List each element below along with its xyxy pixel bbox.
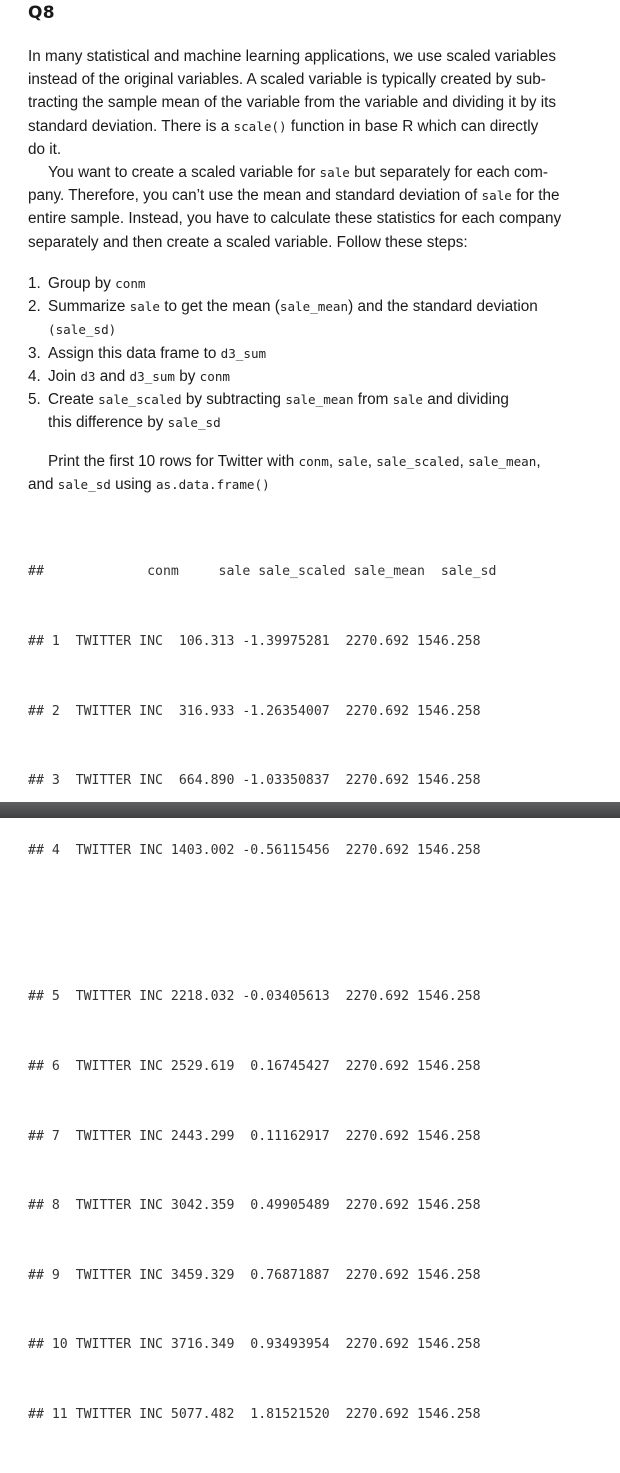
inline-code: sale_scaled <box>98 392 182 408</box>
inline-code: sale <box>337 454 368 469</box>
text: standard deviation. There is a <box>28 117 234 135</box>
intro-line-2: instead of the original variables. A scaled variable is typically created by sub- <box>28 71 546 89</box>
intro-line-3: tracting the sample mean of the variable from the variable and dividing it by its <box>28 94 557 112</box>
inline-code: d3_sum <box>129 368 176 384</box>
inline-code: conm <box>199 368 231 384</box>
inline-code: (sale_sd) <box>48 322 117 338</box>
text: , <box>459 453 469 470</box>
question-heading: Q8 <box>28 3 55 23</box>
output-row: ## 6 TWITTER INC 2529.619 0.16745427 2270.692 1546.258 <box>28 1059 481 1074</box>
text: from <box>353 391 393 409</box>
text: using <box>110 476 156 494</box>
inline-code: sale_mean <box>279 299 349 315</box>
intro-line-1: In many statistical and machine learning applications, we use scaled variables <box>28 48 557 65</box>
text: Print the first 10 rows for Twitter with <box>48 453 299 470</box>
text: , <box>536 453 541 470</box>
list-number: 4. <box>28 367 41 385</box>
code-output-bottom <box>28 939 481 1473</box>
list-number: 3. <box>28 344 41 362</box>
text: by subtracting <box>181 391 286 409</box>
inline-code: sale_scaled <box>376 454 460 469</box>
output-row: ## 5 TWITTER INC 2218.032 -0.03405613 2270.692 1546.258 <box>28 989 481 1005</box>
text: to get the mean ( <box>159 298 280 316</box>
list-item <box>28 388 588 434</box>
text: and <box>95 367 130 385</box>
text: ) and the standard deviation <box>348 298 538 316</box>
inline-code: d3 <box>80 368 96 384</box>
list-number: 5. <box>28 391 41 409</box>
para2-line-2 <box>28 184 588 207</box>
print-instruction <box>28 450 588 496</box>
inline-code: sale_sd <box>57 477 111 493</box>
text: Create <box>48 391 99 409</box>
inline-code: sale_mean <box>468 454 537 469</box>
inline-code: sale <box>392 392 423 408</box>
text: , <box>328 453 338 470</box>
inline-code: sale <box>129 299 160 315</box>
output-row: ## 8 TWITTER INC 3042.359 0.49905489 2270.692 1546.258 <box>28 1198 481 1214</box>
text: You want to create a scaled variable for <box>48 164 320 181</box>
code-output-top <box>28 514 496 908</box>
output-header-row: ## conm sale sale_scaled sale_mean sale_sd <box>28 564 497 580</box>
inline-code: sale_mean <box>285 392 354 408</box>
list-item <box>28 272 588 295</box>
output-row: ## 4 TWITTER INC 1403.002 -0.56115456 2270.692 1546.258 <box>28 842 481 858</box>
output-row: ## 10 TWITTER INC 3716.349 0.93493954 2270.692 1546.258 <box>28 1337 481 1353</box>
inline-code: conm <box>115 276 146 291</box>
steps-list <box>28 272 588 434</box>
text: for the <box>511 187 560 205</box>
inline-code: sale <box>481 188 512 204</box>
print-line-1 <box>28 450 588 473</box>
text: function in base R which can directly <box>286 117 539 135</box>
page-break-bar <box>0 802 620 818</box>
intro-line-5: do it. <box>28 140 62 158</box>
output-row: ## 7 TWITTER INC 2443.299 0.11162917 2270.692 1546.258 <box>28 1128 481 1144</box>
intro-line-4 <box>28 115 588 138</box>
text: , <box>367 453 377 470</box>
list-number: 1. <box>28 275 41 292</box>
output-row: ## 2 TWITTER INC 316.933 -1.26354007 2270.692 1546.258 <box>28 703 481 719</box>
text: by <box>175 367 200 385</box>
text: pany. Therefore, you can’t use the mean and standard deviation of <box>28 187 482 205</box>
para2-line-1 <box>28 161 588 184</box>
inline-code: as.data.frame() <box>155 477 270 493</box>
list-number: 2. <box>28 298 41 316</box>
output-row: ## 9 TWITTER INC 3459.329 0.76871887 2270.692 1546.258 <box>28 1267 481 1283</box>
para2-line-4: separately and then create a scaled variable. Follow these steps: <box>28 233 468 251</box>
intro-paragraph <box>28 45 588 161</box>
inline-code: sale_sd <box>167 415 221 431</box>
output-row: ## 11 TWITTER INC 5077.482 1.81521520 2270.692 1546.258 <box>28 1406 481 1422</box>
text: and <box>28 476 58 494</box>
output-row: ## 1 TWITTER INC 106.313 -1.39975281 2270.692 1546.258 <box>28 634 481 649</box>
inline-code: sale <box>319 165 350 180</box>
text: Assign this data frame to <box>48 344 221 362</box>
inline-code: scale() <box>233 118 287 134</box>
para2-line-3: entire sample. Instead, you have to calculate these statistics for each company <box>28 210 562 228</box>
text: and dividing <box>423 391 509 409</box>
text: Summarize <box>48 298 130 316</box>
text: but separately for each com- <box>349 164 548 181</box>
output-row: ## 3 TWITTER INC 664.890 -1.03350837 2270.692 1546.258 <box>28 773 481 789</box>
text: this difference by <box>48 414 168 432</box>
text: Join <box>48 367 81 385</box>
inline-code: d3_sum <box>220 345 267 361</box>
text: Group by <box>48 275 116 292</box>
list-item <box>28 342 588 365</box>
inline-code: conm <box>298 454 329 469</box>
list-item <box>28 365 588 388</box>
instructions-paragraph <box>28 161 588 254</box>
print-line-2 <box>28 473 588 496</box>
list-item <box>28 295 588 341</box>
